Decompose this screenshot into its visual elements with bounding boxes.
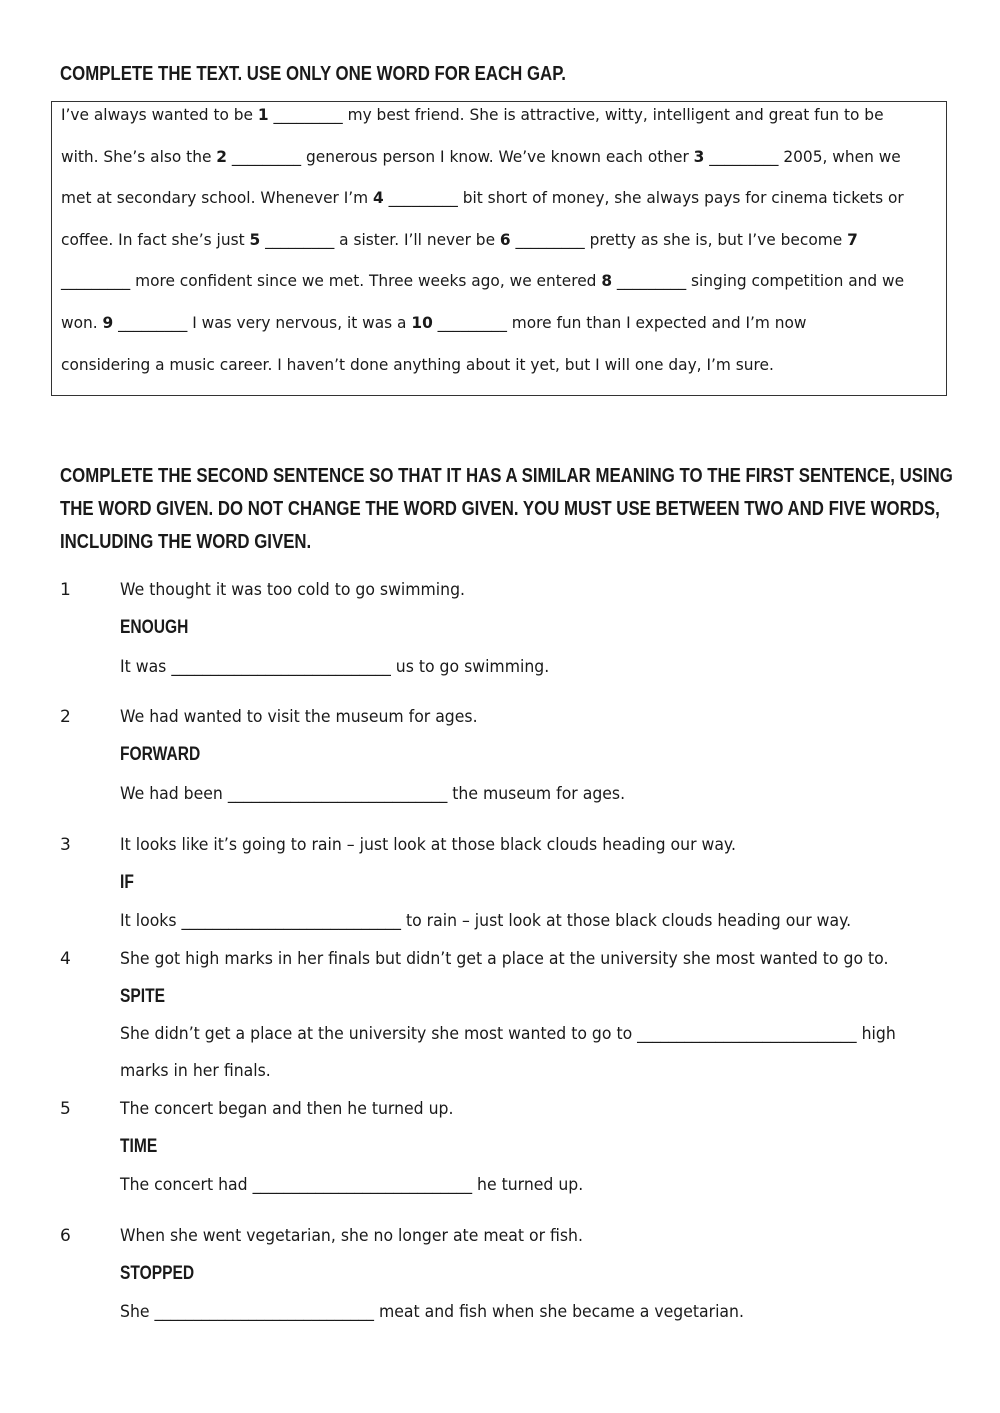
gap-number: 4: [373, 188, 384, 207]
gap-text-line-1: [61, 105, 884, 124]
gap-number: 2: [216, 147, 227, 166]
gap-text-segment: _________ singing competition and we: [612, 271, 905, 290]
item-answer-line: She ____________________________ meat and fish when she became a vegetarian.: [120, 1302, 744, 1321]
section2-heading-line-2: THE WORD GIVEN. DO NOT CHANGE THE WORD GIVEN. YOU MUST USE BETWEEN TWO AND FIVE WORDS,: [60, 497, 940, 520]
item-keyword: TIME: [120, 1136, 158, 1157]
gap-text-line-2: [61, 147, 901, 166]
item-number: 1: [60, 580, 71, 600]
gap-number: 5: [249, 230, 261, 249]
gap-text-line-4: [61, 230, 858, 249]
gap-number: 3: [693, 147, 705, 166]
item-answer-line-cont: marks in her finals.: [120, 1061, 271, 1080]
gap-text-segment: _________ more fun than I expected and I’m now: [432, 313, 807, 332]
gap-text-line-6: [61, 313, 807, 332]
section2-heading-line-3: INCLUDING THE WORD GIVEN.: [60, 530, 312, 553]
item-number: 5: [60, 1099, 71, 1119]
item-keyword: STOPPED: [120, 1263, 195, 1284]
item-answer-line: The concert had ____________________________ he turned up.: [120, 1175, 584, 1194]
gap-number: 10: [411, 313, 433, 332]
gap-number: 9: [102, 313, 114, 332]
item-number: 4: [60, 949, 71, 969]
section1-heading: COMPLETE THE TEXT. USE ONLY ONE WORD FOR EACH GAP.: [60, 62, 566, 85]
gap-number: 1: [257, 105, 269, 124]
item-keyword: FORWARD: [120, 744, 201, 765]
item-answer-line: She didn’t get a place at the university she most wanted to go to ____________________________ high: [120, 1024, 896, 1043]
item-question: The concert began and then he turned up.: [120, 1099, 454, 1118]
item-question: We thought it was too cold to go swimming.: [120, 580, 466, 599]
section2-heading-line-1: COMPLETE THE SECOND SENTENCE SO THAT IT HAS A SIMILAR MEANING TO THE FIRST SENTENCE, USING: [60, 464, 953, 487]
item-question: When she went vegetarian, she no longer ate meat or fish.: [120, 1226, 583, 1245]
item-answer-line: It was ____________________________ us to go swimming.: [120, 657, 550, 676]
item-question: She got high marks in her finals but didn’t get a place at the university she most wanted to go to.: [120, 949, 889, 968]
gap-text-segment: with. She’s also the: [61, 147, 217, 166]
gap-text-segment: met at secondary school. Whenever I’m: [61, 188, 374, 207]
gap-text-line-3: [61, 188, 904, 207]
gap-text-segment: _________ bit short of money, she always pays for cinema tickets or: [383, 188, 904, 207]
gap-text-segment: _________ 2005, when we: [704, 147, 901, 166]
gap-text-segment: _________ pretty as she is, but I’ve become: [510, 230, 848, 249]
item-keyword: IF: [120, 872, 134, 893]
gap-number: 7: [847, 230, 858, 249]
gap-text-line-7: [61, 355, 774, 374]
gap-text-segment: _________ more confident since we met. Three weeks ago, we entered: [61, 271, 602, 290]
gap-text-line-5: [61, 271, 904, 290]
item-number: 2: [60, 707, 71, 727]
gap-text-segment: _________ generous person I know. We’ve known each other: [226, 147, 694, 166]
item-answer-line: We had been ____________________________ the museum for ages.: [120, 784, 626, 803]
gap-text-segment: _________ I was very nervous, it was a: [113, 313, 412, 332]
gap-text-segment: _________ a sister. I’ll never be: [260, 230, 500, 249]
item-keyword: SPITE: [120, 986, 166, 1007]
gap-number: 8: [601, 271, 613, 290]
item-keyword: ENOUGH: [120, 617, 189, 638]
item-question: It looks like it’s going to rain – just look at those black clouds heading our way.: [120, 835, 736, 854]
gap-number: 6: [499, 230, 511, 249]
gap-text-segment: won.: [61, 313, 103, 332]
item-number: 3: [60, 835, 71, 855]
item-question: We had wanted to visit the museum for ages.: [120, 707, 478, 726]
gap-text-segment: considering a music career. I haven’t done anything about it yet, but I will one day, I’m sure.: [61, 355, 774, 374]
gap-text-segment: coffee. In fact she’s just: [61, 230, 250, 249]
item-number: 6: [60, 1226, 71, 1246]
item-answer-line: It looks ____________________________ to rain – just look at those black clouds heading our way.: [120, 911, 852, 930]
gap-text-segment: I’ve always wanted to be: [61, 105, 258, 124]
gap-text-box: [51, 101, 947, 396]
gap-text-segment: _________ my best friend. She is attractive, witty, intelligent and great fun to be: [268, 105, 884, 124]
